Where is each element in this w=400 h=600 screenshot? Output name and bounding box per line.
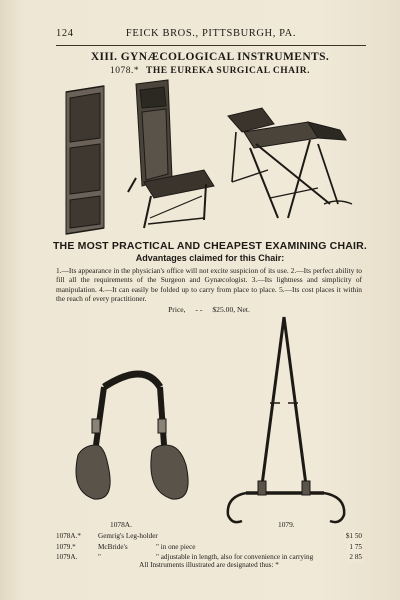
examining-chair-engraving [228,108,352,218]
headline: THE MOST PRACTICAL AND CHEAPEST EXAMINING CHAIR. [52,240,368,252]
item-title [40,66,380,76]
advantages-paragraph: 1.—Its appearance in the physician's office will not excite suspicion of its use. 2.—Its perfect ability to fill all the requirements of the Surgeon and Gynæcologist. 3.—Its lightness and simplicity of manipulation. 4.—It can easily be folded up to carry from place to place. 5.—Its cost places it within the reach of every practitioner. [56,266,362,304]
price-label: Price, [168,305,186,314]
item-name: THE EUREKA SURGICAL CHAIR. [146,66,310,76]
section-title: XIII. GYNÆCOLOGICAL INSTRUMENTS. [90,51,330,63]
upright-chair-engraving [128,80,214,228]
chair-illustrations [56,78,366,238]
item-desc: " in one piece [156,542,196,551]
item-name: McBride's [98,542,128,551]
footer-note: All Instruments illustrated are designated thus: * [139,561,279,569]
item-number: 1078.* [110,66,140,76]
caption-left: 1078A. [110,520,132,529]
subheadline: Advantages claimed for this Chair: [135,253,285,263]
price-dashes: - - [195,305,203,314]
item-price: $1 50 [345,532,362,540]
leg-holder-illustrations [56,315,366,525]
caption-right: 1079. [278,520,295,529]
publisher-line: FEICK BROS., PITTSBURGH, PA. [125,28,297,39]
leg-holder-engraving [76,374,188,499]
mcbride-leg-holder-engraving [228,317,344,522]
list-item [56,531,362,542]
item-code: 1078A.* [56,532,81,540]
item-desc: " adjustable in length, also for convenience in carrying [156,553,314,561]
folded-chair-engraving [66,86,104,234]
price-value: $25.00, Net. [212,305,250,314]
list-item [56,542,362,553]
item-price: 2 85 [349,553,362,561]
price-line [56,305,362,314]
item-code: 1079A. [56,553,78,561]
item-name: " [98,553,101,561]
item-price: 1 75 [349,542,362,551]
price-list [56,531,362,563]
item-code: 1079.* [56,542,76,551]
item-name: Gemrig's Leg-holder [98,532,158,540]
page-header [56,28,366,46]
page-number: 124 [56,28,74,39]
